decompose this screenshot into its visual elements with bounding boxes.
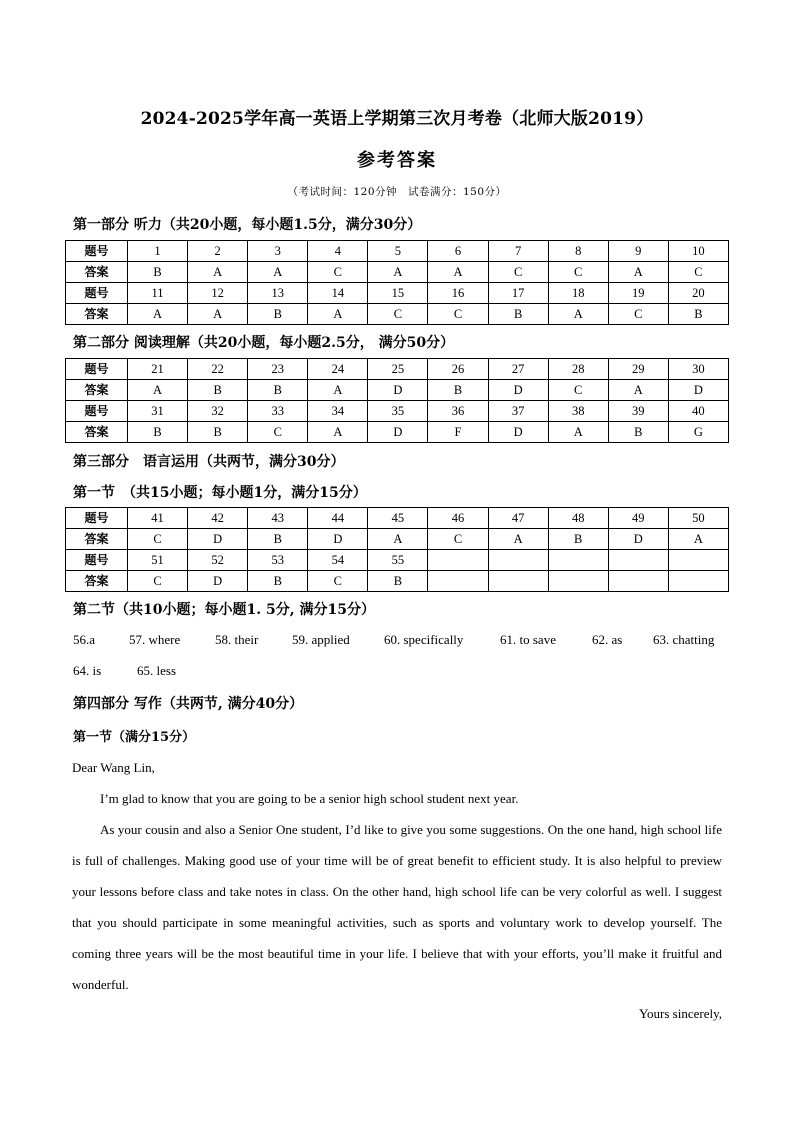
table-cell: 9 — [608, 241, 668, 262]
exam-info: （考试时间：120分钟 试卷满分：150分） — [287, 186, 507, 198]
table-cell: A — [188, 304, 248, 325]
table-cell: 55 — [368, 550, 428, 571]
table-cell: B — [608, 422, 668, 443]
table-cell: B — [428, 380, 488, 401]
table-cell: D — [368, 422, 428, 443]
table-cell: 20 — [668, 283, 728, 304]
table-cell: 15 — [368, 283, 428, 304]
page-subtitle: 参考答案 — [357, 150, 437, 171]
table-cell: 24 — [308, 359, 368, 380]
table-cell: 43 — [248, 508, 308, 529]
table-row — [66, 422, 729, 443]
table-cell: A — [428, 262, 488, 283]
table-cell: 38 — [548, 401, 608, 422]
table-cell — [548, 550, 608, 571]
table-cell: 3 — [248, 241, 308, 262]
table-row — [66, 401, 729, 422]
table-cell: D — [488, 422, 548, 443]
table-cell: C — [308, 571, 368, 592]
part1-heading: 第一部分 听力（共20小题，每小题1.5分，满分30分） — [73, 217, 422, 233]
part2-heading: 第二部分 阅读理解（共20小题，每小题2.5分， 满分50分） — [73, 335, 455, 351]
table-row — [66, 262, 729, 283]
table-cell: 4 — [308, 241, 368, 262]
table-cell: C — [668, 262, 728, 283]
table-cell: A — [368, 529, 428, 550]
table-row — [66, 550, 729, 571]
table-cell — [668, 550, 728, 571]
table-cell — [488, 571, 548, 592]
table-cell: B — [368, 571, 428, 592]
part4-heading: 第四部分 写作（共两节, 满分40分） — [73, 696, 304, 712]
row-label: 题号 — [66, 550, 128, 571]
table-cell: B — [548, 529, 608, 550]
table-cell: F — [428, 422, 488, 443]
table-cell: 40 — [668, 401, 728, 422]
table-cell: C — [128, 571, 188, 592]
table-row — [66, 571, 729, 592]
table-cell: 7 — [488, 241, 548, 262]
part1-answer-table — [65, 240, 729, 325]
table-cell: A — [128, 380, 188, 401]
table-cell — [608, 550, 668, 571]
table-cell: 26 — [428, 359, 488, 380]
table-cell: 27 — [488, 359, 548, 380]
row-label: 题号 — [66, 401, 128, 422]
table-cell — [428, 571, 488, 592]
table-cell: 17 — [488, 283, 548, 304]
row-label: 答案 — [66, 529, 128, 550]
blank-answer: 59. applied — [292, 632, 350, 647]
table-cell: 13 — [248, 283, 308, 304]
table-row — [66, 359, 729, 380]
part3-answer-table — [65, 507, 729, 592]
table-cell: C — [548, 262, 608, 283]
table-cell: A — [668, 529, 728, 550]
table-cell: D — [188, 571, 248, 592]
table-row — [66, 380, 729, 401]
table-cell — [428, 550, 488, 571]
table-cell: 14 — [308, 283, 368, 304]
table-cell: 11 — [128, 283, 188, 304]
table-cell: 23 — [248, 359, 308, 380]
row-label: 答案 — [66, 304, 128, 325]
table-cell: A — [488, 529, 548, 550]
table-row — [66, 283, 729, 304]
table-cell: C — [428, 304, 488, 325]
table-cell: 51 — [128, 550, 188, 571]
row-label: 答案 — [66, 262, 128, 283]
table-cell: 53 — [248, 550, 308, 571]
blank-answer: 61. to save — [500, 632, 556, 647]
blank-answer: 60. specifically — [384, 632, 464, 647]
table-cell: C — [428, 529, 488, 550]
blank-answer: 62. as — [592, 632, 623, 647]
table-cell: A — [368, 262, 428, 283]
table-cell: 6 — [428, 241, 488, 262]
table-cell: 16 — [428, 283, 488, 304]
blank-answer: 56.a — [73, 632, 96, 647]
row-label: 题号 — [66, 241, 128, 262]
table-cell: 5 — [368, 241, 428, 262]
table-cell: B — [248, 529, 308, 550]
table-cell: A — [548, 422, 608, 443]
table-cell: 28 — [548, 359, 608, 380]
blank-answer: 63. chatting — [653, 632, 715, 647]
table-cell: 18 — [548, 283, 608, 304]
table-cell: B — [248, 380, 308, 401]
table-cell: C — [488, 262, 548, 283]
row-label: 答案 — [66, 571, 128, 592]
table-cell: B — [188, 380, 248, 401]
row-label: 答案 — [66, 380, 128, 401]
table-cell: A — [308, 380, 368, 401]
table-cell: 49 — [608, 508, 668, 529]
letter-paragraph: I’m glad to know that you are going to be a senior high school student next year. — [100, 791, 519, 806]
row-label: 题号 — [66, 508, 128, 529]
table-cell: 19 — [608, 283, 668, 304]
blank-answer: 57. where — [129, 632, 181, 647]
blank-answer: 65. less — [137, 663, 176, 678]
page-title: 2024-2025学年高一英语上学期第三次月考卷（北师大版2019） — [140, 109, 654, 129]
table-cell: 12 — [188, 283, 248, 304]
table-row — [66, 241, 729, 262]
table-row — [66, 304, 729, 325]
part2-answer-table — [65, 358, 729, 443]
table-cell: 46 — [428, 508, 488, 529]
table-cell: D — [668, 380, 728, 401]
table-cell: 34 — [308, 401, 368, 422]
table-cell: 48 — [548, 508, 608, 529]
table-cell: 30 — [668, 359, 728, 380]
row-label: 题号 — [66, 283, 128, 304]
table-cell: C — [308, 262, 368, 283]
table-cell: 1 — [128, 241, 188, 262]
table-cell: 31 — [128, 401, 188, 422]
table-cell: D — [488, 380, 548, 401]
table-cell: 35 — [368, 401, 428, 422]
table-cell: 52 — [188, 550, 248, 571]
table-cell: B — [128, 422, 188, 443]
row-label: 题号 — [66, 359, 128, 380]
table-cell: 33 — [248, 401, 308, 422]
table-cell: A — [308, 304, 368, 325]
table-cell: 22 — [188, 359, 248, 380]
table-cell: 45 — [368, 508, 428, 529]
table-cell: B — [248, 571, 308, 592]
table-cell: 29 — [608, 359, 668, 380]
table-cell — [488, 550, 548, 571]
part3-heading: 第三部分 语言运用（共两节，满分30分） — [73, 454, 345, 470]
table-cell: A — [128, 304, 188, 325]
table-cell: 32 — [188, 401, 248, 422]
letter-closing: Yours sincerely, — [638, 1006, 722, 1021]
table-row — [66, 508, 729, 529]
table-cell: B — [248, 304, 308, 325]
table-cell: 37 — [488, 401, 548, 422]
sample-letter — [72, 752, 722, 1000]
table-cell: 41 — [128, 508, 188, 529]
table-cell: B — [488, 304, 548, 325]
blank-answer: 58. their — [215, 632, 259, 647]
table-cell: A — [608, 262, 668, 283]
table-cell: A — [308, 422, 368, 443]
table-cell: A — [248, 262, 308, 283]
table-cell: 21 — [128, 359, 188, 380]
table-cell: 39 — [608, 401, 668, 422]
table-cell: 8 — [548, 241, 608, 262]
table-cell: A — [548, 304, 608, 325]
table-cell — [608, 571, 668, 592]
table-cell: C — [128, 529, 188, 550]
row-label: 答案 — [66, 422, 128, 443]
table-cell: D — [188, 529, 248, 550]
table-cell: 54 — [308, 550, 368, 571]
table-cell: C — [368, 304, 428, 325]
table-cell: C — [608, 304, 668, 325]
table-cell: 10 — [668, 241, 728, 262]
table-cell — [548, 571, 608, 592]
table-cell: D — [608, 529, 668, 550]
table-cell: C — [548, 380, 608, 401]
table-cell: D — [368, 380, 428, 401]
table-cell: B — [128, 262, 188, 283]
table-cell: A — [608, 380, 668, 401]
table-cell: 47 — [488, 508, 548, 529]
table-cell: B — [668, 304, 728, 325]
letter-greeting: Dear Wang Lin, — [72, 760, 155, 775]
table-cell: 36 — [428, 401, 488, 422]
part3-section1-heading: 第一节 （共15小题；每小题1分，满分15分） — [73, 485, 367, 501]
table-cell: D — [308, 529, 368, 550]
letter-paragraph: As your cousin and also a Senior One student, I’d like to give you some suggestions. On the one hand, high school life is full of challenges. Making good use of your time will be of great benefit to efficient study. It is also helpful to preview your lessons before class and take notes in class. On the other hand, high school life can be very colorful as well. I suggest that you should participate in some meaningful activities, such as sports and voluntary work to develop yourself. The coming three years will be the most beautiful time in your life. I believe that with your efforts, you’ll make it fruitful and wonderful. — [72, 822, 722, 992]
table-cell — [668, 571, 728, 592]
part4-section1-heading: 第一节（满分15分） — [73, 730, 196, 745]
table-cell: A — [188, 262, 248, 283]
table-cell: 42 — [188, 508, 248, 529]
table-cell: C — [248, 422, 308, 443]
table-cell: 2 — [188, 241, 248, 262]
table-cell: 25 — [368, 359, 428, 380]
table-cell: G — [668, 422, 728, 443]
table-cell: 44 — [308, 508, 368, 529]
table-cell: B — [188, 422, 248, 443]
part3-section2-heading: 第二节（共10小题；每小题1. 5分, 满分15分） — [73, 602, 375, 618]
blank-answer: 64. is — [73, 663, 102, 678]
table-row — [66, 529, 729, 550]
table-cell: 50 — [668, 508, 728, 529]
